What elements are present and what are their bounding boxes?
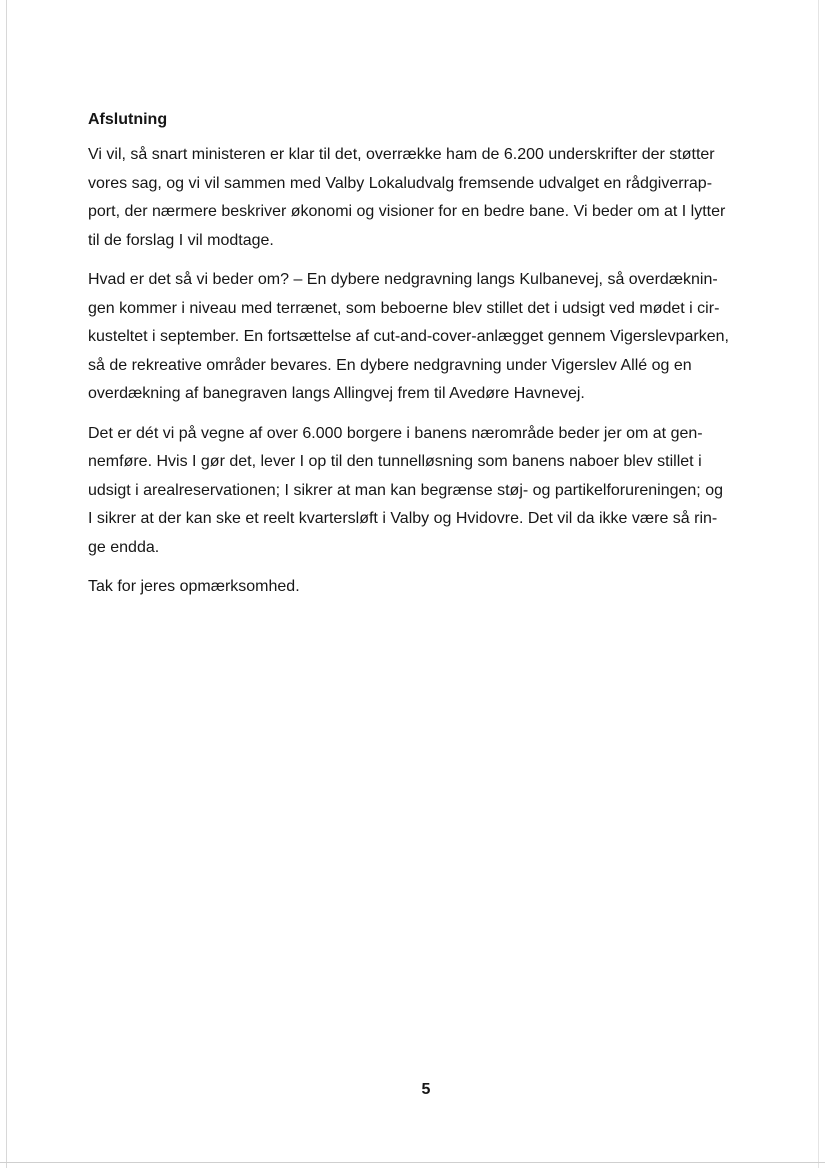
text-line: ge endda.: [88, 538, 160, 556]
page-number: 5: [421, 1081, 431, 1098]
paragraph-4: [88, 573, 768, 602]
text-line: Vi vil, så snart ministeren er klar til det, overrække ham de 6.200 underskrifter der støtter: [88, 146, 715, 163]
text-line: kusteltet i september. En fortsættelse af cut-and-cover-anlægget gennem Vigerslevparken,: [88, 328, 729, 345]
text-line: port, der nærmere beskriver økonomi og visioner for en bedre bane. Vi beder om at I lytter: [88, 203, 726, 220]
text-line: gen kommer i niveau med terrænet, som beboerne blev stillet det i udsigt ved mødet i cir-: [88, 299, 720, 317]
text-line: til de forslag I vil modtage.: [88, 231, 274, 249]
text-line: Hvad er det så vi beder om? – En dybere nedgravning langs Kulbanevej, så overdæknin-: [88, 271, 718, 288]
text-line: I sikrer at der kan ske et reelt kvartersløft i Valby og Hvidovre. Det vil da ikke være så rin-: [88, 510, 718, 527]
scan-edge-left: [6, 0, 7, 1168]
scan-edge-right: [818, 0, 819, 1168]
paragraph-3: [88, 420, 768, 563]
text-line: nemføre. Hvis I gør det, lever I op til den tunnelløsning som banens naboer blev stillet i: [88, 453, 702, 470]
paragraph-1: [88, 141, 768, 255]
paragraph-2: [88, 266, 768, 409]
text-line: Det er dét vi på vegne af over 6.000 borgere i banens nærområde beder jer om at gen-: [88, 424, 703, 442]
section-heading: Afslutning: [88, 111, 168, 128]
text-line: så de rekreative områder bevares. En dybere nedgravning under Vigerslev Allé og en: [88, 356, 692, 374]
text-line: Tak for jeres opmærksomhed.: [88, 578, 300, 595]
scan-edge-bottom: [0, 1162, 825, 1163]
text-line: overdækning af banegraven langs Allingvej frem til Avedøre Havnevej.: [88, 385, 585, 402]
text-line: udsigt i arealreservationen; I sikrer at man kan begrænse støj- og partikelforureningen; og: [88, 481, 723, 499]
text-line: vores sag, og vi vil sammen med Valby Lokaludvalg fremsende udvalget en rådgiverrap-: [88, 174, 713, 192]
document-body: [88, 109, 768, 613]
